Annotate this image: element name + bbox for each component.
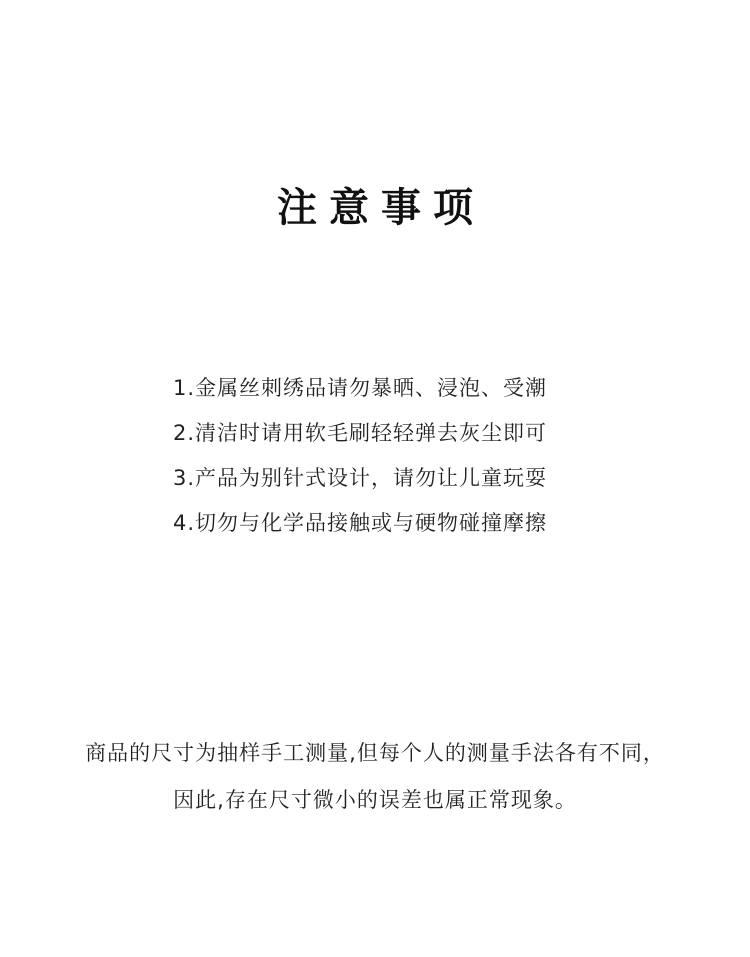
page-title: 注意事项 <box>277 185 485 231</box>
care-note-item <box>0 456 750 501</box>
care-note-item <box>0 411 750 456</box>
care-note-text: 1.金属丝刺绣品请勿暴晒、浸泡、受潮 <box>173 376 548 400</box>
care-notes-list <box>0 366 750 546</box>
care-note-text: 3.产品为别针式设计，请勿让儿童玩耍 <box>173 466 548 490</box>
care-note-text: 4.切勿与化学品接触或与硬物碰撞摩擦 <box>173 511 548 535</box>
care-note-item <box>0 366 750 411</box>
care-note-text: 2.清洁时请用软毛刷轻轻弹去灰尘即可 <box>173 421 548 445</box>
measurement-disclaimer <box>0 730 750 824</box>
disclaimer-line: 因此,存在尺寸微小的误差也属正常现象。 <box>173 788 577 812</box>
disclaimer-line: 商品的尺寸为抽样手工测量,但每个人的测量手法各有不同， <box>85 741 665 765</box>
care-note-item <box>0 501 750 546</box>
